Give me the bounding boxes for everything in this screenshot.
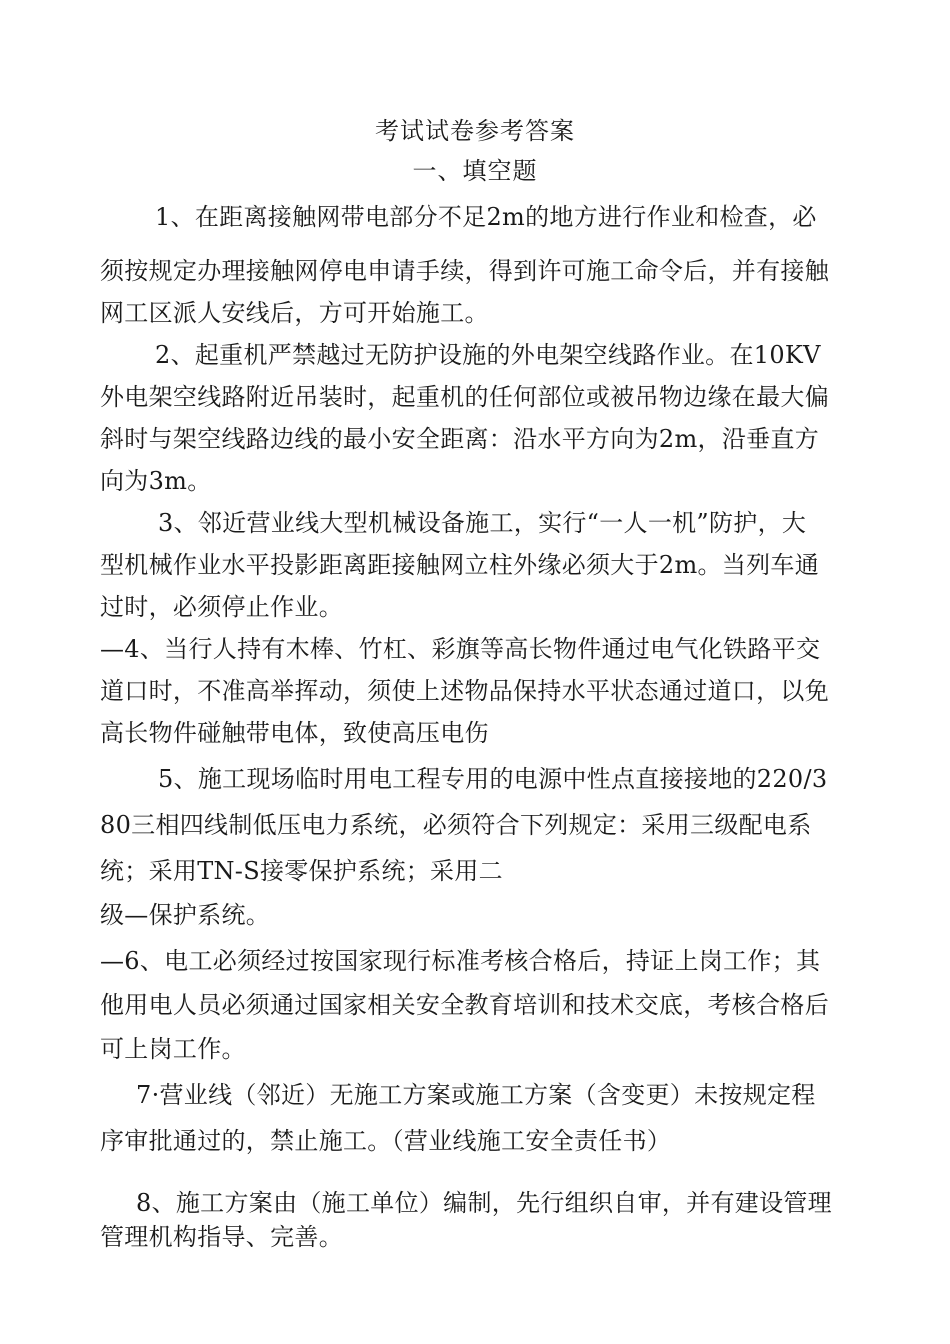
text-line-1: 1、在距离接触网带电部分不足2m的地方进行作业和检查，必 (155, 203, 817, 231)
text-line-2: 须按规定办理接触网停电申请手续，得到许可施工命令后，并有接触 (100, 257, 829, 285)
text-line-21: 7·营业线（邻近）无施工方案或施工方案（含变更）未按规定程 (136, 1081, 816, 1109)
text-line-24: 管理机构指导、完善。 (100, 1223, 343, 1251)
text-line-9: 型机械作业水平投影距离距接触网立柱外缘必须大于2m。当列车通 (100, 551, 820, 579)
text-line-17: 级—保护系统。 (100, 901, 271, 929)
text-line-3: 网工区派人安线后，方可开始施工。 (100, 299, 489, 327)
text-line-8: 3、邻近营业线大型机械设备施工，实行“一人一机”防护，大 (158, 509, 807, 537)
text-line-14: 5、施工现场临时用电工程专用的电源中性点直接接地的220/3 (158, 765, 828, 793)
section-heading: 一、填空题 (412, 157, 538, 185)
text-line-5: 外电架空线路附近吊装时，起重机的任何部位或被吊物边缘在最大偏 (100, 383, 829, 411)
text-line-4: 2、起重机严禁越过无防护设施的外电架空线路作业。在10KV (155, 341, 821, 369)
text-line-20: 可上岗工作。 (100, 1035, 246, 1063)
text-line-22: 序审批通过的，禁止施工。（营业线施工安全责任书） (100, 1127, 672, 1155)
text-line-16: 统；采用TN-S接零保护系统；采用二 (100, 857, 503, 885)
document-title: 考试试卷参考答案 (375, 117, 575, 145)
text-line-7: 向为3m。 (100, 467, 212, 495)
text-line-11: —4、当行人持有木棒、竹杠、彩旗等高长物件通过电气化铁路平交 (100, 635, 821, 663)
text-line-23: 8、施工方案由（施工单位）编制，先行组织自审，并有建设管理 (136, 1189, 832, 1217)
text-line-13: 高长物件碰触带电体，致使高压电伤 (100, 719, 489, 747)
text-line-12: 道口时，不准高举挥动，须使上述物品保持水平状态通过道口，以免 (100, 677, 829, 705)
text-line-15: 80三相四线制低压电力系统，必须符合下列规定：采用三级配电系 (100, 811, 812, 839)
text-line-18: —6、电工必须经过按国家现行标准考核合格后，持证上岗工作；其 (100, 947, 821, 975)
text-line-6: 斜时与架空线路边线的最小安全距离：沿水平方向为2m，沿垂直方 (100, 425, 820, 453)
text-line-19: 他用电人员必须通过国家相关安全教育培训和技术交底，考核合格后 (100, 991, 829, 1019)
text-line-10: 过时，必须停止作业。 (100, 593, 343, 621)
